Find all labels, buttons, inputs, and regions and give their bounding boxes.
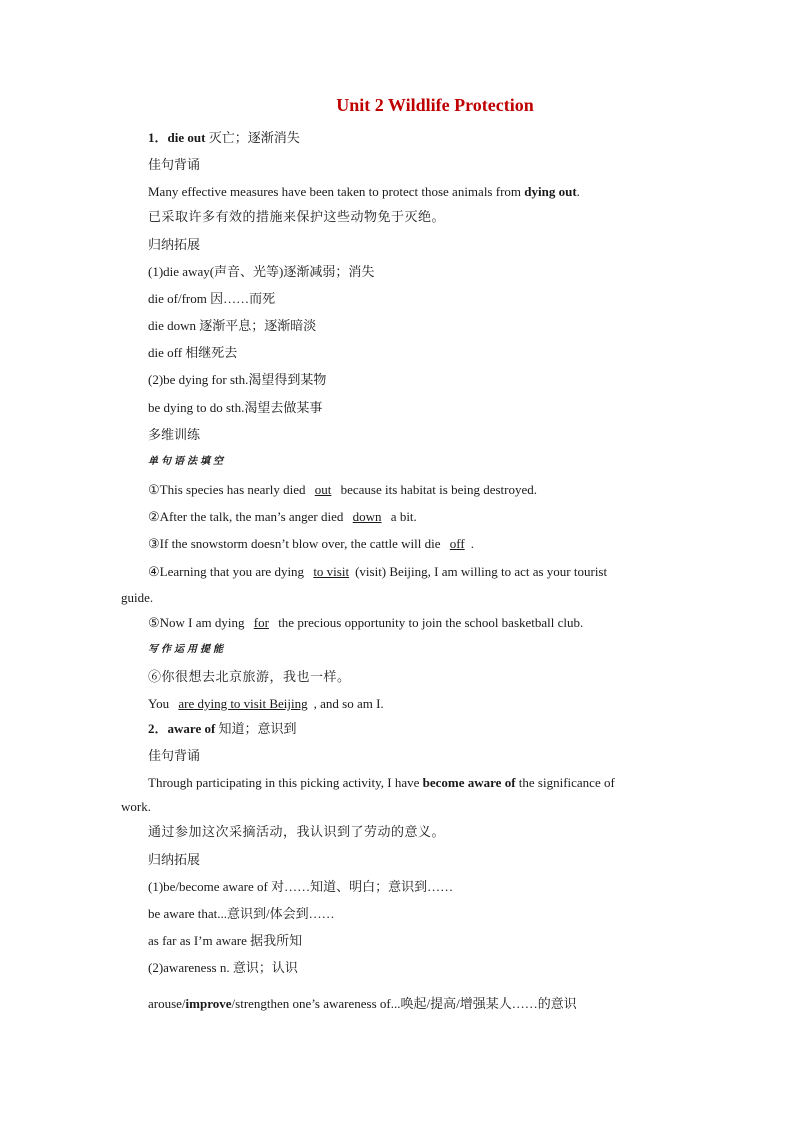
recite-label: 佳句背诵	[148, 157, 201, 172]
section-number: 1．	[148, 130, 168, 145]
example-text: Many effective measures have been taken to protect those animals from	[148, 184, 525, 199]
section-meaning: 灭亡；逐渐消失	[208, 130, 300, 145]
expand-item: (1)be/become aware of 对……知道、明白；意识到……	[148, 879, 454, 894]
expand-item: die of/from 因……而死	[148, 291, 276, 306]
fill-blank-label: 单句语法填空	[148, 456, 226, 467]
section-number: 2．	[148, 721, 168, 736]
answer-blank: for	[253, 615, 269, 630]
example-sentence-en-continued: work.	[121, 799, 151, 814]
page-title: Unit 2 Wildlife Protection	[336, 95, 534, 115]
expand-item: (2)be dying for sth.渴望得到某物	[148, 372, 327, 387]
example-sentence-cn: 通过参加这次采摘活动，我认识到了劳动的意义。	[148, 824, 446, 839]
expand-item: as far as I’m aware 据我所知	[148, 933, 303, 948]
expand-item: (2)awareness n. 意识；认识	[148, 960, 298, 975]
example-keyword: dying out	[524, 184, 577, 199]
question-text: ④Learning that you are dying	[148, 564, 308, 579]
example-keyword: become aware of	[422, 775, 516, 790]
expand-item: die down 逐渐平息；逐渐暗淡	[148, 318, 317, 333]
answer-blank: out	[314, 482, 332, 497]
question-text: ②After the talk, the man’s anger died	[148, 509, 347, 524]
expand-item: be dying to do sth.渴望去做某事	[148, 400, 323, 415]
question-5	[148, 614, 583, 631]
example-sentence-en	[148, 774, 615, 791]
question-text: ①This species has nearly died	[148, 482, 309, 497]
answer-blank: down	[352, 509, 382, 524]
question-6-cn: ⑥你很想去北京旅游，我也一样。	[148, 669, 351, 684]
question-2	[148, 508, 417, 525]
expand-label: 归纳拓展	[148, 237, 201, 252]
question-text: a bit.	[387, 509, 417, 524]
answer-blank: are dying to visit Beijing	[178, 696, 308, 711]
example-sentence-en	[148, 183, 580, 200]
recite-label: 佳句背诵	[148, 748, 201, 763]
example-text: Through participating in this picking activity, I have	[148, 775, 423, 790]
practice-label: 多维训练	[148, 427, 201, 442]
answer-blank: off	[449, 536, 465, 551]
question-text: ⑤Now I am dying	[148, 615, 248, 630]
example-text-end: .	[576, 184, 580, 199]
question-text: the precious opportunity to join the school basketball club.	[274, 615, 584, 630]
question-4-continued: guide.	[121, 590, 154, 605]
section-2-heading	[148, 720, 297, 737]
question-6	[148, 695, 384, 712]
example-text-end: the significance of	[515, 775, 615, 790]
question-text: You	[148, 696, 173, 711]
question-text: because its habitat is being destroyed.	[337, 482, 538, 497]
question-3	[148, 535, 474, 552]
section-meaning: 知道；意识到	[215, 721, 297, 736]
expand-label: 归纳拓展	[148, 852, 201, 867]
question-text: .	[470, 536, 474, 551]
section-term: die out	[167, 130, 206, 145]
answer-blank: to visit	[313, 564, 350, 579]
awareness-collocation	[148, 995, 577, 1012]
expand-item: (1)die away(声音、光等)逐渐减弱；消失	[148, 264, 375, 279]
question-text: , and so am I.	[313, 696, 384, 711]
example-sentence-cn: 已采取许多有效的措施来保护这些动物免于灭绝。	[148, 209, 446, 224]
collocation-text: arouse/	[148, 996, 186, 1011]
collocation-keyword: improve	[185, 996, 232, 1011]
question-text: ③If the snowstorm doesn’t blow over, the cattle will die	[148, 536, 444, 551]
expand-item: die off 相继死去	[148, 345, 238, 360]
question-4	[148, 563, 607, 580]
collocation-text: /strengthen one’s awareness of...唤起/提高/增强某人……的意识	[231, 996, 577, 1011]
question-text: (visit) Beijing, I am willing to act as your tourist	[355, 564, 608, 579]
section-term: aware of	[167, 721, 216, 736]
section-1-heading	[148, 129, 300, 146]
question-1	[148, 481, 537, 498]
expand-item: be aware that...意识到/体会到……	[148, 906, 335, 921]
writing-label: 写作运用提能	[148, 644, 226, 655]
